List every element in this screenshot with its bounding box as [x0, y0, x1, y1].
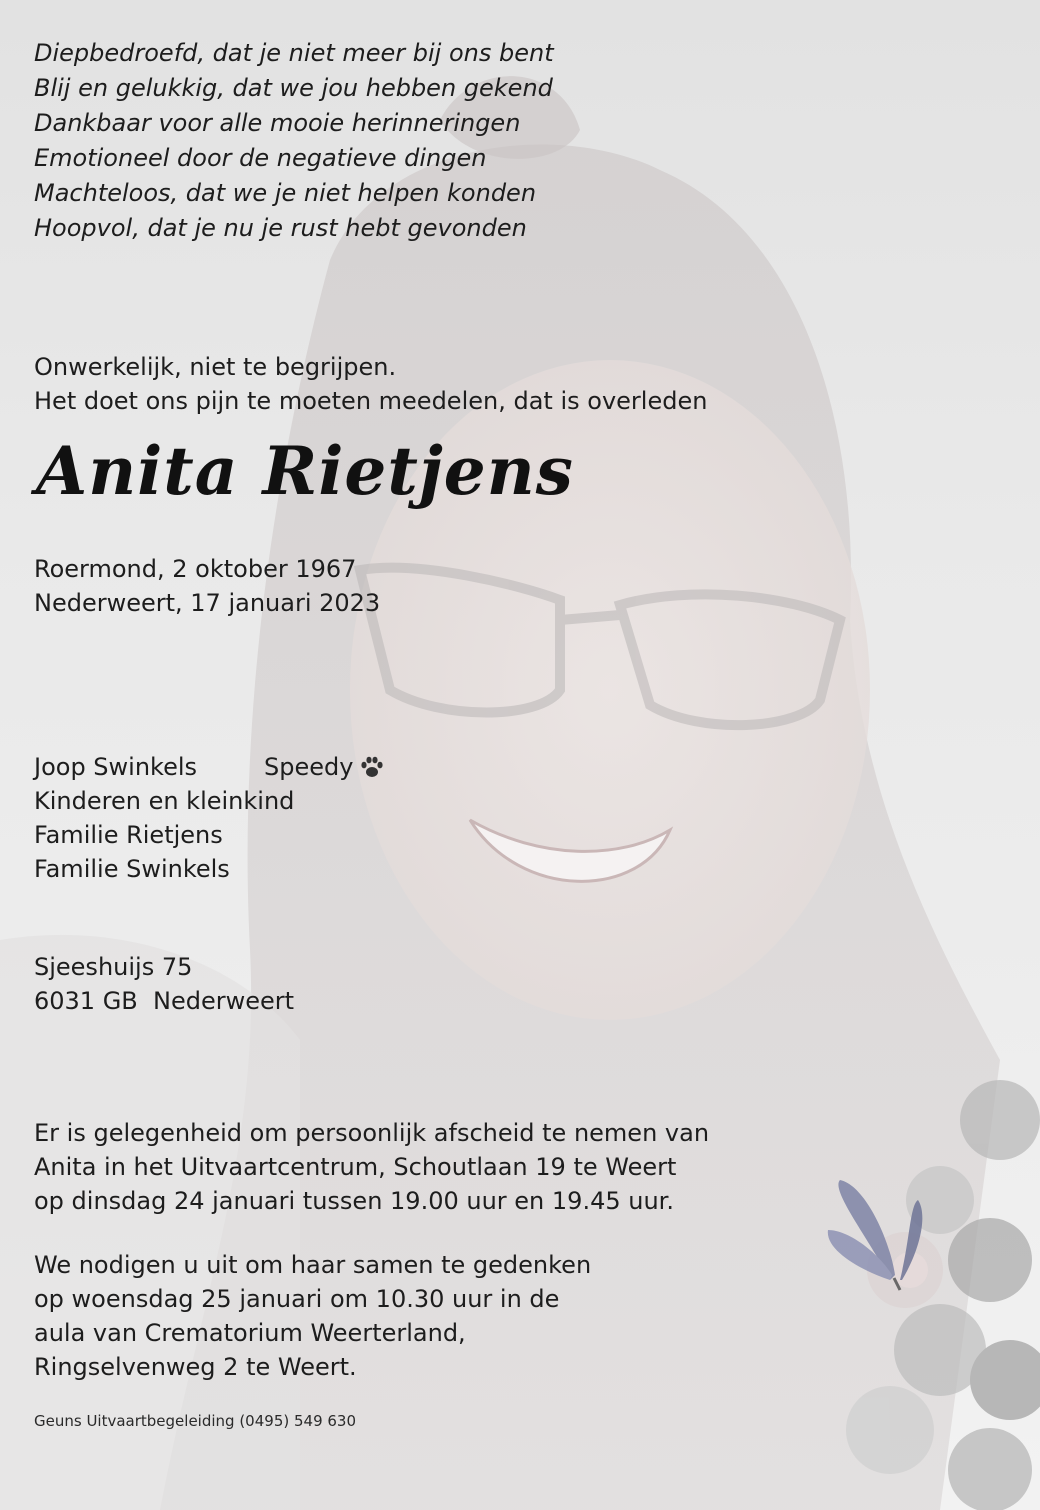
- poem-line: Hoopvol, dat je nu je rust hebt gevonden: [34, 214, 527, 242]
- partner-name: Joop Swinkels: [34, 753, 198, 781]
- ceremony-paragraph: [34, 1248, 591, 1384]
- poem-line: Blij en gelukkig, dat we jou hebben gekend: [34, 74, 553, 102]
- deceased-name: Anita Rietjens: [36, 432, 574, 510]
- ceremony-line: Ringselvenweg 2 te Weert.: [34, 1353, 357, 1381]
- rose-flowers-icon: [846, 1080, 1040, 1510]
- farewell-line: Er is gelegenheid om persoonlijk afscheid te nemen van: [34, 1119, 710, 1147]
- correspondence-address: [34, 950, 294, 1018]
- life-dates: [34, 552, 380, 620]
- relative-name: Familie Rietjens: [34, 821, 223, 849]
- pet-name: Speedy: [264, 753, 354, 781]
- poem-line: Diepbedroefd, dat je niet meer bij ons bent: [34, 39, 554, 67]
- announcement-intro: [34, 350, 707, 418]
- intro-line: Het doet ons pijn te moeten meedelen, dat is overleden: [34, 387, 708, 415]
- poem-line: Machteloos, dat we je niet helpen konden: [34, 179, 537, 207]
- farewell-line: op dinsdag 24 januari tussen 19.00 uur en 19.45 uur.: [34, 1187, 674, 1215]
- address-street: Sjeeshuijs 75: [34, 953, 193, 981]
- relative-name: Kinderen en kleinkind: [34, 787, 295, 815]
- paw-icon: [359, 754, 385, 780]
- farewell-line: Anita in het Uitvaartcentrum, Schoutlaan 19 te Weert: [34, 1153, 677, 1181]
- ceremony-line: op woensdag 25 januari om 10.30 uur in de: [34, 1285, 560, 1313]
- relative-name: Familie Swinkels: [34, 855, 230, 883]
- farewell-paragraph: [34, 1116, 709, 1218]
- flowers-butterfly-decoration: [790, 1000, 1040, 1510]
- intro-line: Onwerkelijk, niet te begrijpen.: [34, 353, 397, 381]
- relatives-first-row: [34, 750, 385, 784]
- ceremony-line: We nodigen u uit om haar samen te gedenken: [34, 1251, 592, 1279]
- funeral-director-footer: Geuns Uitvaartbegeleiding (0495) 549 630: [34, 1412, 357, 1430]
- poem-line: Emotioneel door de negatieve dingen: [34, 144, 487, 172]
- birth-date: Roermond, 2 oktober 1967: [34, 555, 357, 583]
- poem: [34, 36, 554, 246]
- death-date: Nederweert, 17 januari 2023: [34, 589, 381, 617]
- poem-line: Dankbaar voor alle mooie herinneringen: [34, 109, 521, 137]
- relatives-list: [34, 750, 385, 886]
- address-city: 6031 GB Nederweert: [34, 987, 295, 1015]
- ceremony-line: aula van Crematorium Weerterland,: [34, 1319, 466, 1347]
